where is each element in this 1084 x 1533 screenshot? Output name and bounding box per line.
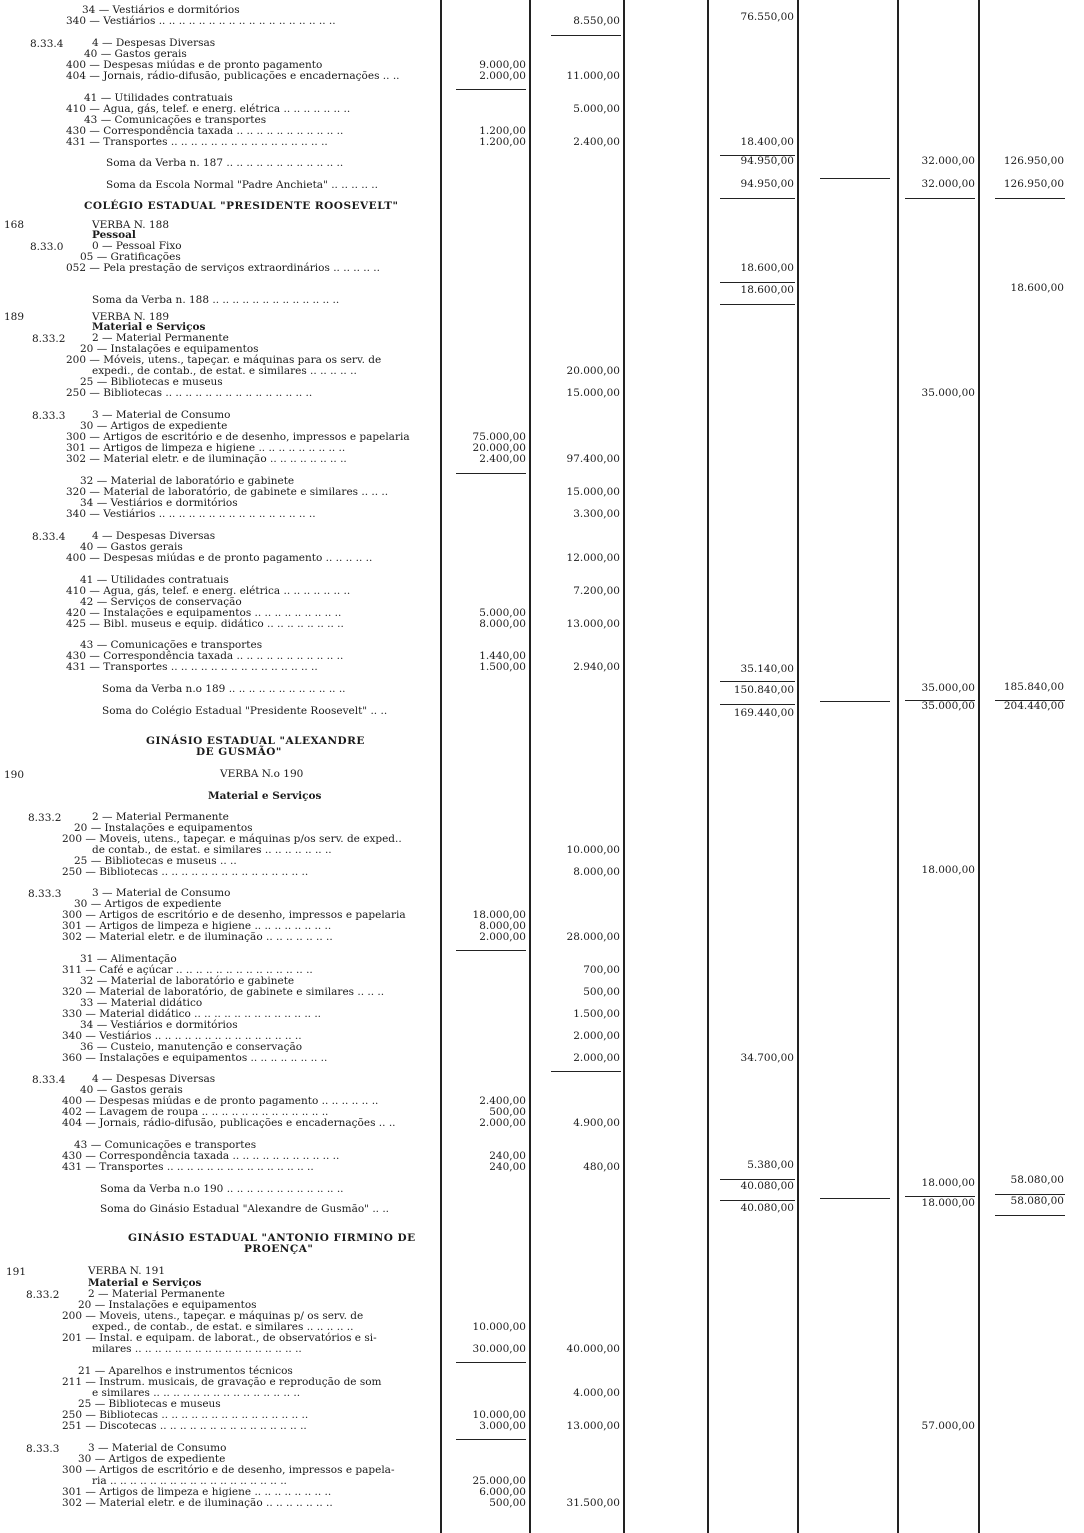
- amount: 25.000,00: [472, 1475, 526, 1487]
- amount: 10.000,00: [472, 1409, 526, 1421]
- amount: 1.440,00: [479, 650, 526, 662]
- amount: 8.550,00: [573, 15, 620, 27]
- line-item: VERBA N. 191: [88, 1265, 166, 1277]
- line-item: 43 — Comunicações e transportes: [80, 639, 263, 651]
- amount: 2.000,00: [479, 931, 526, 943]
- line-item: 33 — Material didático: [80, 997, 203, 1009]
- line-item: 320 — Material de laboratório, de gabinete e similares .. .. ..: [66, 486, 389, 498]
- line-item: Pessoal: [92, 229, 136, 241]
- line-item: 34 — Vestiários e dormitórios: [80, 1019, 238, 1031]
- amount: 500,00: [489, 1106, 526, 1118]
- amount: 32.000,00: [921, 155, 975, 167]
- line-item: 3 — Material de Consumo: [88, 1442, 227, 1454]
- line-item: 30 — Artigos de expediente: [74, 898, 222, 910]
- amount: 18.000,00: [921, 1177, 975, 1189]
- line-item: 400 — Despesas miúdas e de pronto pagamento: [66, 59, 323, 71]
- amount: 18.000,00: [472, 909, 526, 921]
- line-item: Soma da Verba n.o 189 .. .. .. .. .. .. .. .. .. .. .. ..: [102, 683, 346, 695]
- amount: 9.000,00: [479, 59, 526, 71]
- amount: 32.000,00: [921, 178, 975, 190]
- amount: 15.000,00: [566, 387, 620, 399]
- rule: [551, 1071, 621, 1072]
- line-item: VERBA N.o 190: [220, 768, 304, 780]
- column-divider-4: [707, 0, 709, 1533]
- rule: [720, 282, 795, 283]
- section-heading: GINÁSIO ESTADUAL "ANTONIO FIRMINO DE: [128, 1232, 416, 1244]
- amount: 13.000,00: [566, 1420, 620, 1432]
- line-item: Soma do Colégio Estadual "Presidente Roosevelt" .. ..: [102, 705, 388, 717]
- line-item: 42 — Serviços de conservação: [80, 596, 242, 608]
- amount: 126.950,00: [1003, 178, 1064, 190]
- margin-code: 8.33.4: [32, 1074, 66, 1086]
- margin-code: 189: [4, 311, 25, 323]
- column-divider-1: [440, 0, 442, 1533]
- line-item: 410 — Agua, gás, telef. e energ. elétrica .. .. .. .. .. .. ..: [66, 585, 351, 597]
- line-item: 400 — Despesas miúdas e de pronto pagamento .. .. .. .. ..: [66, 552, 373, 564]
- amount: 28.000,00: [566, 931, 620, 943]
- rule: [820, 178, 890, 179]
- line-item: 20 — Instalações e equipamentos: [80, 343, 259, 355]
- section-heading: VERBA N. 188: [92, 219, 170, 231]
- line-item: 410 — Agua, gás, telef. e energ. elétrica .. .. .. .. .. .. ..: [66, 103, 351, 115]
- amount: 57.000,00: [921, 1420, 975, 1432]
- amount: 4.900,00: [573, 1117, 620, 1129]
- margin-code: 8.33.2: [32, 333, 66, 345]
- line-item: 300 — Artigos de escritório e de desenho, impressos e papelaria: [66, 431, 410, 443]
- line-item: 302 — Material eletr. e de iluminação .. .. .. .. .. .. .. ..: [66, 453, 347, 465]
- line-item: 30 — Artigos de expediente: [80, 420, 228, 432]
- section-heading: COLÉGIO ESTADUAL "PRESIDENTE ROOSEVELT": [84, 200, 399, 212]
- line-item: 36 — Custeio, manutenção e conservação: [80, 1041, 303, 1053]
- line-item: Soma da Verba n. 187 .. .. .. .. .. .. .. .. .. .. .. ..: [106, 157, 344, 169]
- line-item: 340 — Vestiários .. .. .. .. .. .. .. .. .. .. .. .. .. .. .. ..: [66, 508, 316, 520]
- line-item: 2 — Material Permanente: [92, 332, 229, 344]
- line-item: 40 — Gastos gerais: [80, 1084, 183, 1096]
- line-item: Soma da Escola Normal "Padre Anchieta" .. .. .. .. ..: [106, 179, 378, 191]
- amount: 20.000,00: [566, 365, 620, 377]
- rule: [456, 473, 526, 474]
- line-item: 200 — Móveis, utens., tapeçar. e máquinas para os serv. de: [66, 354, 382, 366]
- amount: 2.400,00: [573, 136, 620, 148]
- line-item: Soma da Verba n. 188 .. .. .. .. .. .. .. .. .. .. .. .. ..: [92, 294, 340, 306]
- line-item: 400 — Despesas miúdas e de pronto pagamento .. .. .. .. .. ..: [62, 1095, 379, 1107]
- amount: 4.000,00: [573, 1387, 620, 1399]
- line-item: ria .. .. .. .. .. .. .. .. .. .. .. .. .. .. .. .. .. ..: [92, 1475, 287, 1487]
- margin-code: 8.33.3: [26, 1443, 60, 1455]
- amount: 18.400,00: [740, 136, 794, 148]
- line-item: 43 — Comunicações e transportes: [84, 114, 267, 126]
- line-item: Soma do Ginásio Estadual "Alexandre de Gusmão" .. ..: [100, 1203, 390, 1215]
- amount: 3.300,00: [573, 508, 620, 520]
- amount: 8.000,00: [479, 618, 526, 630]
- line-item: 4 — Despesas Diversas: [92, 37, 216, 49]
- column-divider-7: [978, 0, 980, 1533]
- column-divider-3: [623, 0, 625, 1533]
- amount: 2.400,00: [479, 453, 526, 465]
- amount: 35.140,00: [740, 663, 794, 675]
- section-heading: GINÁSIO ESTADUAL "ALEXANDRE: [146, 735, 365, 747]
- line-item: 3 — Material de Consumo: [92, 409, 231, 421]
- amount: 40.080,00: [740, 1180, 794, 1192]
- column-divider-5: [797, 0, 799, 1533]
- amount: 97.400,00: [566, 453, 620, 465]
- line-item: e similares .. .. .. .. .. .. .. .. .. .. .. .. .. .. ..: [92, 1387, 301, 1399]
- line-item: 2 — Material Permanente: [88, 1288, 225, 1300]
- line-item: 250 — Bibliotecas .. .. .. .. .. .. .. .. .. .. .. .. .. .. ..: [62, 1409, 309, 1421]
- line-item: 0 — Pessoal Fixo: [92, 240, 182, 252]
- amount: 240,00: [489, 1161, 526, 1173]
- line-item: 200 — Moveis, utens., tapeçar. e máquinas p/os serv. de exped..: [62, 833, 402, 845]
- margin-code: 8.33.4: [30, 38, 64, 50]
- amount: 20.000,00: [472, 442, 526, 454]
- amount: 700,00: [583, 964, 620, 976]
- amount: 18.600,00: [740, 284, 794, 296]
- line-item: 31 — Alimentação: [80, 953, 177, 965]
- amount: 500,00: [583, 986, 620, 998]
- amount: 2.940,00: [573, 661, 620, 673]
- line-item: 211 — Instrum. musicais, de gravação e reprodução de som: [62, 1376, 382, 1388]
- section-heading: DE GUSMÃO": [196, 746, 282, 758]
- line-item: 360 — Instalações e equipamentos .. .. .. .. .. .. .. ..: [62, 1052, 328, 1064]
- line-item: 300 — Artigos de escritório e de desenho, impressos e papela-: [62, 1464, 395, 1476]
- line-item: 430 — Correspondência taxada .. .. .. .. .. .. .. .. .. .. ..: [66, 650, 344, 662]
- margin-code: 8.33.3: [32, 410, 66, 422]
- rule: [820, 1198, 890, 1199]
- rule: [905, 198, 975, 199]
- margin-code: 8.33.4: [32, 531, 66, 543]
- line-item: 20 — Instalações e equipamentos: [74, 822, 253, 834]
- amount: 2.000,00: [479, 1117, 526, 1129]
- amount: 34.700,00: [740, 1052, 794, 1064]
- amount: 94.950,00: [740, 155, 794, 167]
- line-item: 4 — Despesas Diversas: [92, 530, 216, 542]
- amount: 58.080,00: [1010, 1174, 1064, 1186]
- line-item: 430 — Correspondência taxada .. .. .. .. .. .. .. .. .. .. ..: [62, 1150, 340, 1162]
- line-item: 431 — Transportes .. .. .. .. .. .. .. .. .. .. .. .. .. .. ..: [62, 1161, 314, 1173]
- line-item: 320 — Material de laboratório, de gabinete e similares .. .. ..: [62, 986, 385, 998]
- amount: 18.600,00: [1010, 282, 1064, 294]
- rule: [820, 701, 890, 702]
- line-item: 32 — Material de laboratório e gabinete: [80, 975, 295, 987]
- amount: 1.500,00: [479, 661, 526, 673]
- amount: 31.500,00: [566, 1497, 620, 1509]
- amount: 18.000,00: [921, 864, 975, 876]
- amount: 8.000,00: [479, 920, 526, 932]
- line-item: 052 — Pela prestação de serviços extraordinários .. .. .. .. ..: [66, 262, 380, 274]
- amount: 2.400,00: [479, 1095, 526, 1107]
- line-item: de contab., de estat. e similares .. .. .. .. .. .. ..: [92, 844, 332, 856]
- amount: 185.840,00: [1003, 681, 1064, 693]
- line-item: 302 — Material eletr. e de iluminação .. .. .. .. .. .. ..: [62, 1497, 333, 1509]
- amount: 35.000,00: [921, 387, 975, 399]
- margin-code: 168: [4, 219, 25, 231]
- line-item: 40 — Gastos gerais: [84, 48, 187, 60]
- line-item: 431 — Transportes .. .. .. .. .. .. .. .. .. .. .. .. .. .. ..: [66, 661, 318, 673]
- column-divider-6: [897, 0, 899, 1533]
- amount: 58.080,00: [1010, 1195, 1064, 1207]
- amount: 18.600,00: [740, 262, 794, 274]
- amount: 1.200,00: [479, 125, 526, 137]
- line-item: 330 — Material didático .. .. .. .. .. .. .. .. .. .. .. .. ..: [62, 1008, 322, 1020]
- amount: 480,00: [583, 1161, 620, 1173]
- line-item: 250 — Bibliotecas .. .. .. .. .. .. .. .. .. .. .. .. .. .. ..: [66, 387, 313, 399]
- line-item: 200 — Moveis, utens., tapeçar. e máquinas p/ os serv. de: [62, 1310, 364, 1322]
- amount: 75.000,00: [472, 431, 526, 443]
- line-item: 25 — Bibliotecas e museus: [78, 1398, 221, 1410]
- line-item: 34 — Vestiários e dormitórios: [80, 497, 238, 509]
- rule: [995, 1215, 1065, 1216]
- line-item: Material e Serviços: [88, 1277, 202, 1289]
- amount: 2.000,00: [573, 1030, 620, 1042]
- rule: [720, 198, 795, 199]
- line-item: 404 — Jornais, rádio-difusão, publicações e encadernações .. ..: [66, 70, 400, 82]
- line-item: 25 — Bibliotecas e museus: [80, 376, 223, 388]
- line-item: 43 — Comunicações e transportes: [74, 1139, 257, 1151]
- section-heading: PROENÇA": [244, 1243, 314, 1255]
- column-divider-2: [529, 0, 531, 1533]
- amount: 10.000,00: [566, 844, 620, 856]
- amount: 2.000,00: [573, 1052, 620, 1064]
- amount: 1.200,00: [479, 136, 526, 148]
- line-item: Material e Serviços: [92, 321, 206, 333]
- line-item: 311 — Café e açúcar .. .. .. .. .. .. .. .. .. .. .. .. .. ..: [62, 964, 313, 976]
- rule: [456, 1439, 526, 1440]
- margin-code: 8.33.2: [26, 1289, 60, 1301]
- line-item: 34 — Vestiários e dormitórios: [82, 4, 240, 16]
- amount: 1.500,00: [573, 1008, 620, 1020]
- line-item: 340 — Vestiários .. .. .. .. .. .. .. .. .. .. .. .. .. .. ..: [62, 1030, 302, 1042]
- line-item: 301 — Artigos de limpeza e higiene .. .. .. .. .. .. .. ..: [62, 1486, 332, 1498]
- amount: 240,00: [489, 1150, 526, 1162]
- rule: [720, 681, 795, 682]
- amount: 11.000,00: [566, 70, 620, 82]
- rule: [551, 35, 621, 36]
- margin-code: 8.33.3: [28, 888, 62, 900]
- amount: 2.000,00: [479, 70, 526, 82]
- line-item: expedi., de contab., de estat. e similares .. .. .. .. ..: [92, 365, 357, 377]
- amount: 169.440,00: [733, 707, 794, 719]
- line-item: 05 — Gratificações: [80, 251, 181, 263]
- line-item: 425 — Bibl. museus e equip. didático .. .. .. .. .. .. .. ..: [66, 618, 344, 630]
- line-item: 40 — Gastos gerais: [80, 541, 183, 553]
- amount: 204.440,00: [1003, 700, 1064, 712]
- margin-code: 8.33.0: [30, 241, 64, 253]
- line-item: 402 — Lavagem de roupa .. .. .. .. .. .. .. .. .. .. .. .. ..: [62, 1106, 329, 1118]
- line-item: 300 — Artigos de escritório e de desenho, impressos e papelaria: [62, 909, 406, 921]
- line-item: 30 — Artigos de expediente: [78, 1453, 226, 1465]
- amount: 30.000,00: [472, 1343, 526, 1355]
- line-item: 340 — Vestiários .. .. .. .. .. .. .. .. .. .. .. .. .. .. .. .. .. ..: [66, 15, 336, 27]
- amount: 500,00: [489, 1497, 526, 1509]
- amount: 7.200,00: [573, 585, 620, 597]
- line-item: 21 — Aparelhos e instrumentos técnicos: [78, 1365, 293, 1377]
- line-item: 251 — Discotecas .. .. .. .. .. .. .. .. .. .. .. .. .. .. ..: [62, 1420, 307, 1432]
- amount: 40.080,00: [740, 1202, 794, 1214]
- amount: 35.000,00: [921, 700, 975, 712]
- rule: [720, 304, 795, 305]
- amount: 12.000,00: [566, 552, 620, 564]
- line-item: 301 — Artigos de limpeza e higiene .. .. .. .. .. .. .. ..: [62, 920, 332, 932]
- line-item: 3 — Material de Consumo: [92, 887, 231, 899]
- line-item: 302 — Material eletr. e de iluminação .. .. .. .. .. .. ..: [62, 931, 333, 943]
- line-item: 250 — Bibliotecas .. .. .. .. .. .. .. .. .. .. .. .. .. .. ..: [62, 866, 309, 878]
- line-item: 431 — Transportes .. .. .. .. .. .. .. .. .. .. .. .. .. .. .. ..: [66, 136, 328, 148]
- amount: 3.000,00: [479, 1420, 526, 1432]
- margin-code: 190: [4, 769, 25, 781]
- line-item: 430 — Correspondência taxada .. .. .. .. .. .. .. .. .. .. ..: [66, 125, 344, 137]
- amount: 126.950,00: [1003, 155, 1064, 167]
- section-heading: VERBA N. 189: [92, 311, 170, 323]
- rule: [456, 950, 526, 951]
- line-item: 41 — Utilidades contratuais: [84, 92, 233, 104]
- line-item: 201 — Instal. e equipam. de laborat., de observatórios e si-: [62, 1332, 377, 1344]
- amount: 150.840,00: [733, 684, 794, 696]
- line-item: 20 — Instalações e equipamentos: [78, 1299, 257, 1311]
- amount: 15.000,00: [566, 486, 620, 498]
- amount: 5.000,00: [479, 607, 526, 619]
- amount: 6.000,00: [479, 1486, 526, 1498]
- amount: 18.000,00: [921, 1197, 975, 1209]
- rule: [720, 704, 795, 705]
- rule: [720, 1200, 795, 1201]
- amount: 76.550,00: [740, 11, 794, 23]
- margin-code: 8.33.2: [28, 812, 62, 824]
- margin-code: 191: [6, 1266, 27, 1278]
- amount: 8.000,00: [573, 866, 620, 878]
- line-item: Soma da Verba n.o 190 .. .. .. .. .. .. .. .. .. .. .. ..: [100, 1183, 344, 1195]
- line-item: 4 — Despesas Diversas: [92, 1073, 216, 1085]
- line-item: 41 — Utilidades contratuais: [80, 574, 229, 586]
- line-item: 301 — Artigos de limpeza e higiene .. .. .. .. .. .. .. .. ..: [66, 442, 346, 454]
- line-item: 420 — Instalações e equipamentos .. .. .. .. .. .. .. .. ..: [66, 607, 342, 619]
- line-item: 25 — Bibliotecas e museus .. ..: [74, 855, 237, 867]
- line-item: Material e Serviços: [208, 790, 322, 802]
- rule: [995, 198, 1065, 199]
- amount: 35.000,00: [921, 682, 975, 694]
- amount: 13.000,00: [566, 618, 620, 630]
- amount: 10.000,00: [472, 1321, 526, 1333]
- rule: [456, 1362, 526, 1363]
- line-item: 2 — Material Permanente: [92, 811, 229, 823]
- rule: [456, 89, 526, 90]
- line-item: milares .. .. .. .. .. .. .. .. .. .. .. .. .. .. .. .. ..: [92, 1343, 302, 1355]
- line-item: 404 — Jornais, rádio-difusão, publicações e encadernações .. ..: [62, 1117, 396, 1129]
- amount: 94.950,00: [740, 178, 794, 190]
- amount: 5.380,00: [747, 1159, 794, 1171]
- amount: 5.000,00: [573, 103, 620, 115]
- line-item: exped., de contab., de estat. e similares .. .. .. .. ..: [92, 1321, 354, 1333]
- amount: 40.000,00: [566, 1343, 620, 1355]
- line-item: 32 — Material de laboratório e gabinete: [80, 475, 295, 487]
